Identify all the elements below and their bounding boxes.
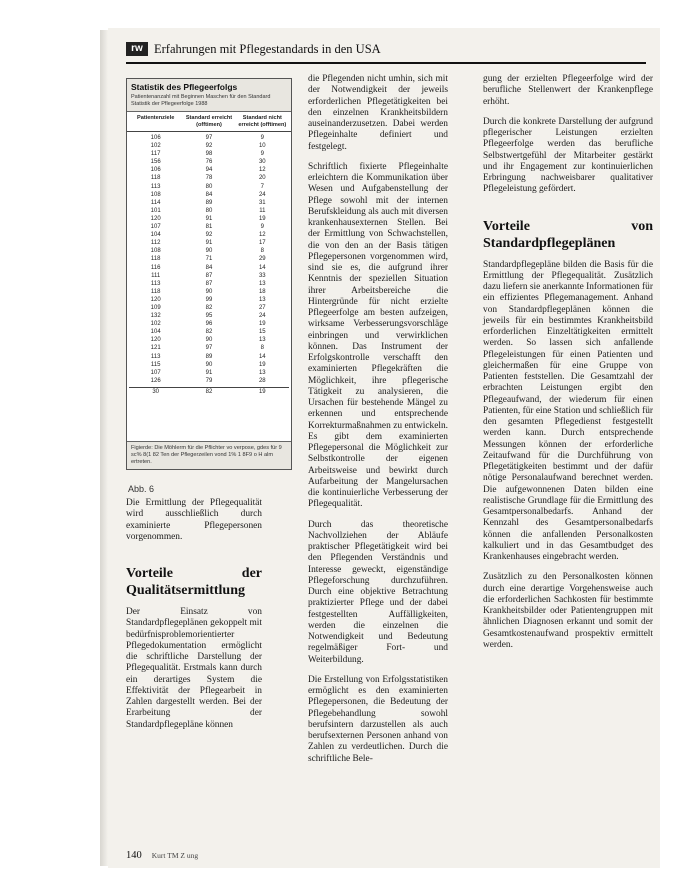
table-body	[127, 132, 291, 396]
table-row	[129, 247, 289, 255]
table-row	[129, 215, 289, 223]
table-cell: 19	[258, 361, 266, 368]
table-cell: 81	[205, 224, 213, 231]
table-cell: 8	[260, 248, 264, 255]
table-cell: 92	[205, 143, 213, 150]
paragraph: Zusätzlich zu den Personalkosten können durch eine derartige Vorgehensweise auch die erforderlichen Sachkosten für bestimmte Krankheitsbilder oder Patientengruppen mit ähnlichen Diagnosen erkannt und somit der Gesamtkostenaufwand prospektiv ermittelt werden.	[483, 572, 653, 650]
paragraph: Die Erstellung von Erfolgsstatistiken ermöglicht es den examinierten Pflegepersonen, die Bedeutung der Pflegebehandlung sowohl berufsintern darzustellen als auch berufsexternen Personen anhand von Zahlen zu verdeutlichen. Durch die schriftliche Bele-	[308, 674, 448, 764]
table-cell: 102	[150, 143, 161, 150]
table-cell: 90	[205, 248, 213, 255]
table-cell: 14	[258, 264, 266, 271]
table-cell: 11	[259, 207, 266, 214]
table-row	[129, 320, 289, 328]
publisher-logo: rw	[126, 42, 148, 56]
table-row	[129, 134, 289, 142]
table-cell: 118	[150, 175, 161, 182]
table-row	[129, 336, 289, 344]
table-cell: 90	[205, 361, 213, 368]
table-cell: 118	[150, 288, 161, 295]
table-cell: 33	[258, 272, 266, 279]
table-cell: 91	[205, 240, 213, 247]
document-page	[108, 28, 660, 868]
table-row	[129, 158, 289, 166]
page-number: 140	[126, 850, 142, 861]
table-cell: 106	[150, 135, 161, 141]
table-cell: 90	[205, 337, 213, 344]
table-row	[129, 191, 289, 199]
table-cell: 9	[260, 151, 264, 158]
table-row	[129, 183, 289, 191]
table-cell: 80	[205, 207, 213, 214]
table-title: Statistik des Pflegeerfolgs	[131, 82, 238, 92]
table-column-headers	[127, 112, 291, 132]
table-cell: 116	[150, 264, 161, 271]
table-row	[129, 239, 289, 247]
table-cell: 13	[258, 280, 266, 287]
table-row	[129, 312, 289, 320]
table-cell: 82	[205, 388, 213, 395]
page-footer	[126, 850, 198, 861]
table-cell: 89	[205, 199, 213, 206]
table-row	[129, 304, 289, 312]
table-row	[129, 369, 289, 377]
paragraph: Der Einsatz von Standardpflegeplänen gekoppelt mit bedürfnisproblemorientierter Pflegedokumentation ermöglicht die schriftliche Darstellung der Pflegequalität. Erstmals kann durch ein derartiges System die Effektivität der Pflegearbeit in Zahlen dargestellt werden. Bei der Erarbeitung der Standardpflegepläne können	[126, 607, 262, 730]
table-row	[129, 166, 289, 174]
table-row	[129, 328, 289, 336]
table-cell: 109	[150, 304, 161, 311]
text-column-1	[126, 498, 262, 740]
table-cell: 14	[258, 353, 266, 360]
table-row	[129, 142, 289, 150]
table-footnote: Figierde: Die Möhlerm für die Pflichter vo verpose, gdes für 9 sc% 8(1 82 Ten der Pflegerzeilen vond 1% 1 8F9 o H alm ertreten.	[127, 441, 291, 469]
table-cell: 13	[258, 296, 266, 303]
table-cell: 78	[205, 175, 213, 182]
table-row	[129, 377, 289, 385]
table-cell: 19	[258, 388, 266, 395]
table-cell: 8	[260, 345, 264, 352]
table-row	[129, 280, 289, 288]
table-cell: 120	[150, 215, 161, 222]
table-cell: 121	[150, 345, 161, 352]
table-cell: 95	[205, 313, 213, 320]
table-cell: 106	[150, 167, 161, 174]
column-header-not-achieved: Standard nicht erreicht (offtimen)	[238, 115, 287, 128]
paragraph: Durch die konkrete Darstellung der aufgrund pflegerischer Leistungen erzielten Pflegeerfolge werden das berufliche Selbstwertgefühl der Mitarbeiter gestärkt und ihr Engagement zur kontinuierlichen Erbringung nachweisbarer qualitativer Pflegeleistung gefördert.	[483, 116, 653, 195]
table-cell: 102	[150, 321, 161, 328]
table-cell: 13	[258, 337, 266, 344]
table-cell: 91	[205, 369, 213, 376]
table-cell: 15	[258, 329, 266, 336]
table-row	[129, 150, 289, 158]
running-header	[126, 38, 646, 60]
table-cell: 97	[205, 135, 213, 141]
header-title: Erfahrungen mit Pflegestandards in den USA	[154, 41, 381, 56]
table-cell: 104	[150, 232, 161, 239]
table-cell: 89	[205, 353, 213, 360]
table-cell: 108	[150, 248, 161, 255]
table-cell: 120	[150, 296, 161, 303]
table-cell: 82	[205, 329, 213, 336]
table-cell: 12	[258, 167, 266, 174]
table-cell: 117	[150, 151, 161, 158]
table-header	[127, 79, 291, 112]
table-cell: 12	[258, 232, 266, 239]
table-cell: 27	[258, 304, 266, 311]
table-row	[129, 199, 289, 207]
table-cell: 29	[258, 256, 266, 263]
text-column-2	[308, 74, 448, 774]
table-cell: 19	[258, 215, 266, 222]
figure-caption: Abb. 6	[128, 484, 155, 494]
section-heading: Vorteile der Qualitätsermittlung	[126, 566, 262, 598]
table-cell: 120	[150, 337, 161, 344]
table-row	[129, 223, 289, 231]
table-sum-row	[129, 387, 289, 396]
table-cell: 96	[205, 321, 213, 328]
table-cell: 79	[205, 377, 213, 384]
column-header-patients: Patientenziele	[137, 115, 175, 121]
table-cell: 28	[258, 377, 266, 384]
table-cell: 82	[205, 304, 213, 311]
table-cell: 97	[205, 345, 213, 352]
table-cell: 19	[258, 321, 266, 328]
table-cell: 7	[260, 183, 264, 190]
table-cell: 90	[205, 288, 213, 295]
table-cell: 84	[205, 191, 213, 198]
table-cell: 17	[258, 240, 266, 247]
table-cell: 113	[150, 280, 161, 287]
table-row	[129, 264, 289, 272]
table-cell: 20	[258, 175, 266, 182]
table-cell: 113	[150, 183, 161, 190]
table-cell: 24	[258, 191, 266, 198]
table-cell: 156	[150, 159, 161, 166]
paragraph: gung der erzielten Pflegeerfolge wird der berufliche Stellenwert der Krankenpflege erhöht.	[483, 74, 653, 107]
table-cell: 113	[150, 353, 161, 360]
table-cell: 112	[150, 240, 161, 247]
table-cell: 84	[205, 264, 213, 271]
table-row	[129, 296, 289, 304]
table-cell: 24	[258, 313, 266, 320]
table-row	[129, 272, 289, 280]
table-cell: 30	[152, 388, 159, 395]
footer-text: Kurt TM Z ung	[151, 851, 199, 860]
section-heading: Vorteile von Standardpflegeplänen	[483, 218, 653, 251]
column-header-achieved: Standard erreicht (offtimen)	[185, 115, 233, 128]
table-cell: 10	[258, 143, 266, 150]
table-cell: 111	[151, 272, 161, 279]
table-cell: 91	[205, 215, 213, 222]
table-cell: 98	[205, 151, 213, 158]
binding-gutter	[100, 30, 108, 866]
table-cell: 18	[258, 288, 266, 295]
table-cell: 76	[205, 159, 213, 166]
paragraph: Die Ermittlung der Pflegequalität wird ausschließlich durch examinierte Pflegepersonen vorgenommen.	[126, 498, 262, 542]
table-cell: 71	[205, 256, 213, 263]
table-cell: 30	[258, 159, 266, 166]
table-cell: 126	[150, 377, 161, 384]
table-cell: 107	[150, 369, 161, 376]
table-cell: 104	[150, 329, 161, 336]
table-row	[129, 174, 289, 182]
table-cell: 118	[150, 256, 161, 263]
table-cell: 94	[205, 167, 213, 174]
table-row	[129, 344, 289, 352]
table-row	[129, 353, 289, 361]
table-cell: 115	[150, 361, 161, 368]
table-row	[129, 255, 289, 263]
table-cell: 9	[260, 135, 264, 141]
table-row	[129, 207, 289, 215]
table-cell: 132	[150, 313, 161, 320]
header-rule	[126, 62, 646, 64]
paragraph: Durch das theoretische Nachvollziehen der Abläufe praktischer Pflegetätigkeit wird bei den Pflegenden Verständnis und Interesse geweckt, eigenständige Pflegeforschung durchzuführen. Durch eine objektive Betrachtung praktizierter Pflege und der dabei festgestellten Auffälligkeiten, werden die einzelnen die Notwendigkeit und Bedeutung regelmäßiger Fort- und Weiterbildung.	[308, 519, 448, 665]
table-cell: 87	[205, 272, 213, 279]
table-cell: 101	[150, 207, 161, 214]
table-cell: 13	[258, 369, 266, 376]
paragraph: Standardpflegepläne bilden die Basis für die Ermittlung der Pflegequalität. Zusätzlich dazu liefern sie anerkannte Informationen für ein effizientes Pflegemanagement. Anhand von Standardpflegeplänen können die jeweils für ein bestimmtes Krankheitsbild erforderlichen Einzeltätigkeiten ermittelt werden. So lassen sich anfallende Pflegeleistungen für einen Patienten und gleichermaßen für eine Gruppe von Patienten feststellen. Die Gesamtzahl der erbrachten Leistungen ergibt den Pflegeaufwand, der wiederum für einen Patienten, für eine Station und schließlich für den gesamten Pflegedienst festgestellt werden kann. Durch entsprechende Messungen können der erforderliche Zeitaufwand für die Durchführung von Pflegetätigkeiten bestimmt und der dafür nötige Personalaufwand berechnet werden. Die aufgewonnenen Daten bilden eine realistische Grundlage für die Ermittlung des Gesamtpersonalbedarfs. Anhand der Kennzahl des Gesamtpersonalbedarfs können die anfallenden Personalkosten kalkuliert und in das Gesamtbudget des Krankenhauses eingebracht werden.	[483, 259, 654, 562]
statistics-table	[126, 78, 292, 470]
table-row	[129, 288, 289, 296]
table-cell: 114	[150, 199, 161, 206]
paragraph: Schriftlich fixierte Pflegeinhalte erleichtern die Kommunikation über Wesen und Aufgabenstellung der Pflege sowohl mit der internen Berufskleidung als auch mit diversen krankenhausexternen Stellen. Bei der Ermittlung von Schwachstellen, die von den an der Basis tätigen Pflegepersonen vorgenommen wird, sind sie es, die aufgrund ihrer Kenntnis der speziellen Situation ihrer Arbeitsbereiche die Hintergründe für nicht erzielte Pflegeerfolge am besten aufzeigen, wirksame Verbesserungsvorschläge einbringen und verwirklichen können. Das Instrument der Erfolgskontrolle verschafft den examinierten Pflegekräften die Möglichkeit, ihre pflegerische Tätigkeit zu analysieren, die Ursachen für bestehende Mängel zu erkennen und entsprechende Korrekturmaßnahmen zu entwickeln. Es gibt dem examinierten Pflegepersonal die Möglichkeit zur Selbstkontrolle der eigenen Arbeitsweise und bewirkt durch Aufarbeitung der Mangelursachen die kontinuierliche Verbesserung der Pflegequalität.	[308, 161, 448, 510]
table-cell: 9	[260, 224, 264, 231]
text-column-3	[483, 74, 653, 660]
table-cell: 107	[150, 224, 161, 231]
table-row	[129, 231, 289, 239]
table-subtitle: Patientenanzahl mit Beginnen Maschen für den Standard Statistik der Pflegeerfolge 1988	[131, 94, 271, 107]
table-cell: 80	[205, 183, 213, 190]
table-cell: 92	[205, 232, 213, 239]
table-row	[129, 361, 289, 369]
table-cell: 108	[150, 191, 161, 198]
table-cell: 87	[205, 280, 213, 287]
table-cell: 99	[205, 296, 213, 303]
paragraph: die Pflegenden nicht umhin, sich mit der Notwendigkeit der jeweils erforderlichen Pflegetätigkeiten bei den einzelnen Krankheitsbildern auseinanderzusetzen. Dabei werden Pflegeinhalte definiert und festgelegt.	[308, 74, 448, 152]
table-cell: 31	[258, 199, 266, 206]
